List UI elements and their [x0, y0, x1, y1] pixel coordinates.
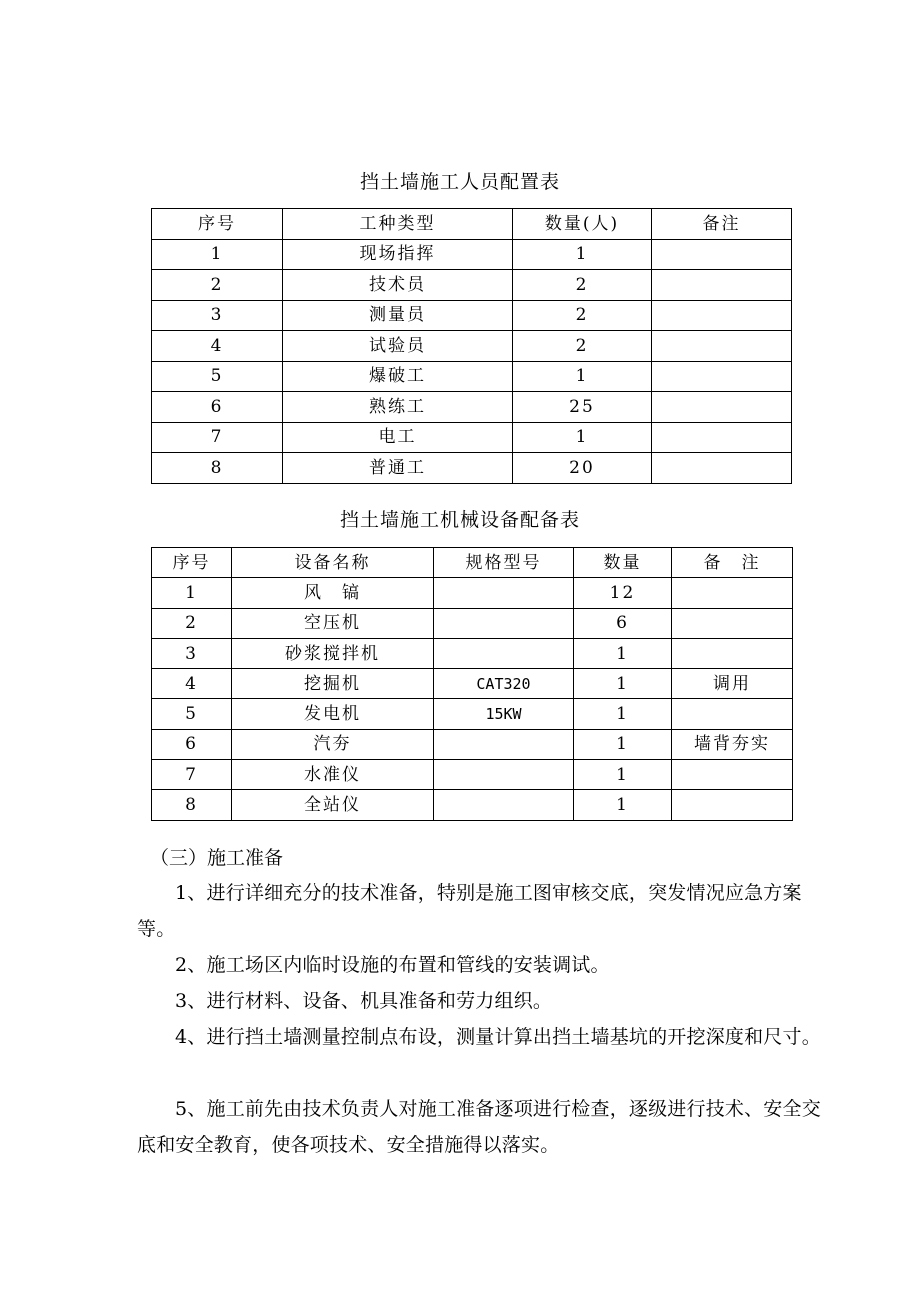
header-cell: 序号 — [152, 548, 232, 578]
paragraph: 5、施工前先由技术负责人对施工准备逐项进行检查，逐级进行技术、安全交底和安全教育，使各项技术、安全措施得以落实。 — [137, 1098, 821, 1156]
table-cell: 3 — [152, 638, 232, 668]
table-cell — [434, 638, 574, 668]
table-cell: 6 — [152, 729, 232, 759]
table-cell — [434, 729, 574, 759]
table-row — [152, 699, 793, 729]
table-cell: 1 — [513, 361, 652, 392]
table-cell — [672, 638, 793, 668]
table-cell: 1 — [574, 669, 672, 699]
table-cell: 6 — [152, 392, 283, 423]
table-cell: 2 — [513, 270, 652, 301]
table-cell — [672, 790, 793, 820]
table-cell — [652, 392, 792, 423]
table-cell — [672, 578, 793, 608]
table-cell: 试验员 — [283, 331, 513, 362]
table-cell — [652, 361, 792, 392]
table-cell: 1 — [152, 578, 232, 608]
table-cell — [652, 453, 792, 484]
personnel-table — [151, 208, 792, 484]
table-row — [152, 729, 793, 759]
table-cell — [434, 578, 574, 608]
header-cell: 设备名称 — [232, 548, 434, 578]
table-cell: 15KW — [434, 699, 574, 729]
table-cell: 熟练工 — [283, 392, 513, 423]
table-cell: 现场指挥 — [283, 239, 513, 270]
table-cell: 1 — [574, 760, 672, 790]
table-cell: 技术员 — [283, 270, 513, 301]
table-cell: 挖掘机 — [232, 669, 434, 699]
table-cell — [672, 608, 793, 638]
table-row — [152, 422, 792, 453]
table-cell: 砂浆搅拌机 — [232, 638, 434, 668]
table-cell — [434, 760, 574, 790]
table-row — [152, 638, 793, 668]
paragraph: 4、进行挡土墙测量控制点布设，测量计算出挡土墙基坑的开挖深度和尺寸。 — [175, 1026, 821, 1048]
table-cell: 测量员 — [283, 300, 513, 331]
table-cell: 2 — [513, 300, 652, 331]
table-cell: 1 — [574, 638, 672, 668]
table-cell: 8 — [152, 790, 232, 820]
table-cell: 3 — [152, 300, 283, 331]
table-cell — [672, 760, 793, 790]
table-cell — [652, 422, 792, 453]
table-cell — [434, 790, 574, 820]
table-cell: 2 — [513, 331, 652, 362]
table-cell: 1 — [574, 790, 672, 820]
table-cell — [672, 699, 793, 729]
table-cell: 2 — [152, 608, 232, 638]
paragraph: 2、施工场区内临时设施的布置和管线的安装调试。 — [175, 954, 610, 976]
personnel-table-title: 挡土墙施工人员配置表 — [359, 171, 560, 193]
equipment-table — [151, 547, 793, 821]
header-cell: 序号 — [152, 209, 283, 240]
table-cell: 水准仪 — [232, 760, 434, 790]
table-cell — [434, 608, 574, 638]
table-cell: 6 — [574, 608, 672, 638]
table-cell: 爆破工 — [283, 361, 513, 392]
table-cell — [652, 331, 792, 362]
table-cell: 风 镐 — [232, 578, 434, 608]
table-cell: 7 — [152, 760, 232, 790]
header-cell: 备 注 — [672, 548, 793, 578]
header-cell: 数量 — [574, 548, 672, 578]
table-cell: 8 — [152, 453, 283, 484]
table-cell — [652, 239, 792, 270]
table-cell: 空压机 — [232, 608, 434, 638]
section-heading: （三）施工准备 — [150, 847, 284, 869]
table-cell: 墙背夯实 — [672, 729, 793, 759]
table-cell: 1 — [513, 239, 652, 270]
table-cell: 4 — [152, 331, 283, 362]
table-cell: 1 — [574, 729, 672, 759]
table-cell: 25 — [513, 392, 652, 423]
table-cell: 20 — [513, 453, 652, 484]
table-header-row — [152, 548, 793, 578]
table-cell: 2 — [152, 270, 283, 301]
table-row — [152, 790, 793, 820]
table-row — [152, 361, 792, 392]
equipment-table-title: 挡土墙施工机械设备配备表 — [339, 509, 580, 531]
table-row — [152, 300, 792, 331]
table-row — [152, 331, 792, 362]
header-cell: 规格型号 — [434, 548, 574, 578]
table-row — [152, 760, 793, 790]
paragraph: 1、进行详细充分的技术准备，特别是施工图审核交底，突发情况应急方案等。 — [137, 882, 802, 940]
table-cell: 电工 — [283, 422, 513, 453]
table-cell: 4 — [152, 669, 232, 699]
table-cell: 汽夯 — [232, 729, 434, 759]
table-cell: 1 — [574, 699, 672, 729]
table-cell: 普通工 — [283, 453, 513, 484]
table-row — [152, 453, 792, 484]
table-row — [152, 669, 793, 699]
table-cell — [652, 270, 792, 301]
table-cell: 发电机 — [232, 699, 434, 729]
table-row — [152, 392, 792, 423]
table-cell — [652, 300, 792, 331]
table-cell: 5 — [152, 361, 283, 392]
table-cell: 5 — [152, 699, 232, 729]
table-row — [152, 239, 792, 270]
table-cell: 全站仪 — [232, 790, 434, 820]
table-cell: 1 — [152, 239, 283, 270]
table-cell: 调用 — [672, 669, 793, 699]
table-cell: 12 — [574, 578, 672, 608]
table-cell: CAT320 — [434, 669, 574, 699]
header-cell: 数量(人) — [513, 209, 652, 240]
paragraph: 3、进行材料、设备、机具准备和劳力组织。 — [175, 990, 553, 1012]
table-row — [152, 578, 793, 608]
header-cell: 备注 — [652, 209, 792, 240]
table-cell: 7 — [152, 422, 283, 453]
header-cell: 工种类型 — [283, 209, 513, 240]
table-cell: 1 — [513, 422, 652, 453]
table-row — [152, 608, 793, 638]
table-header-row — [152, 209, 792, 240]
table-row — [152, 270, 792, 301]
